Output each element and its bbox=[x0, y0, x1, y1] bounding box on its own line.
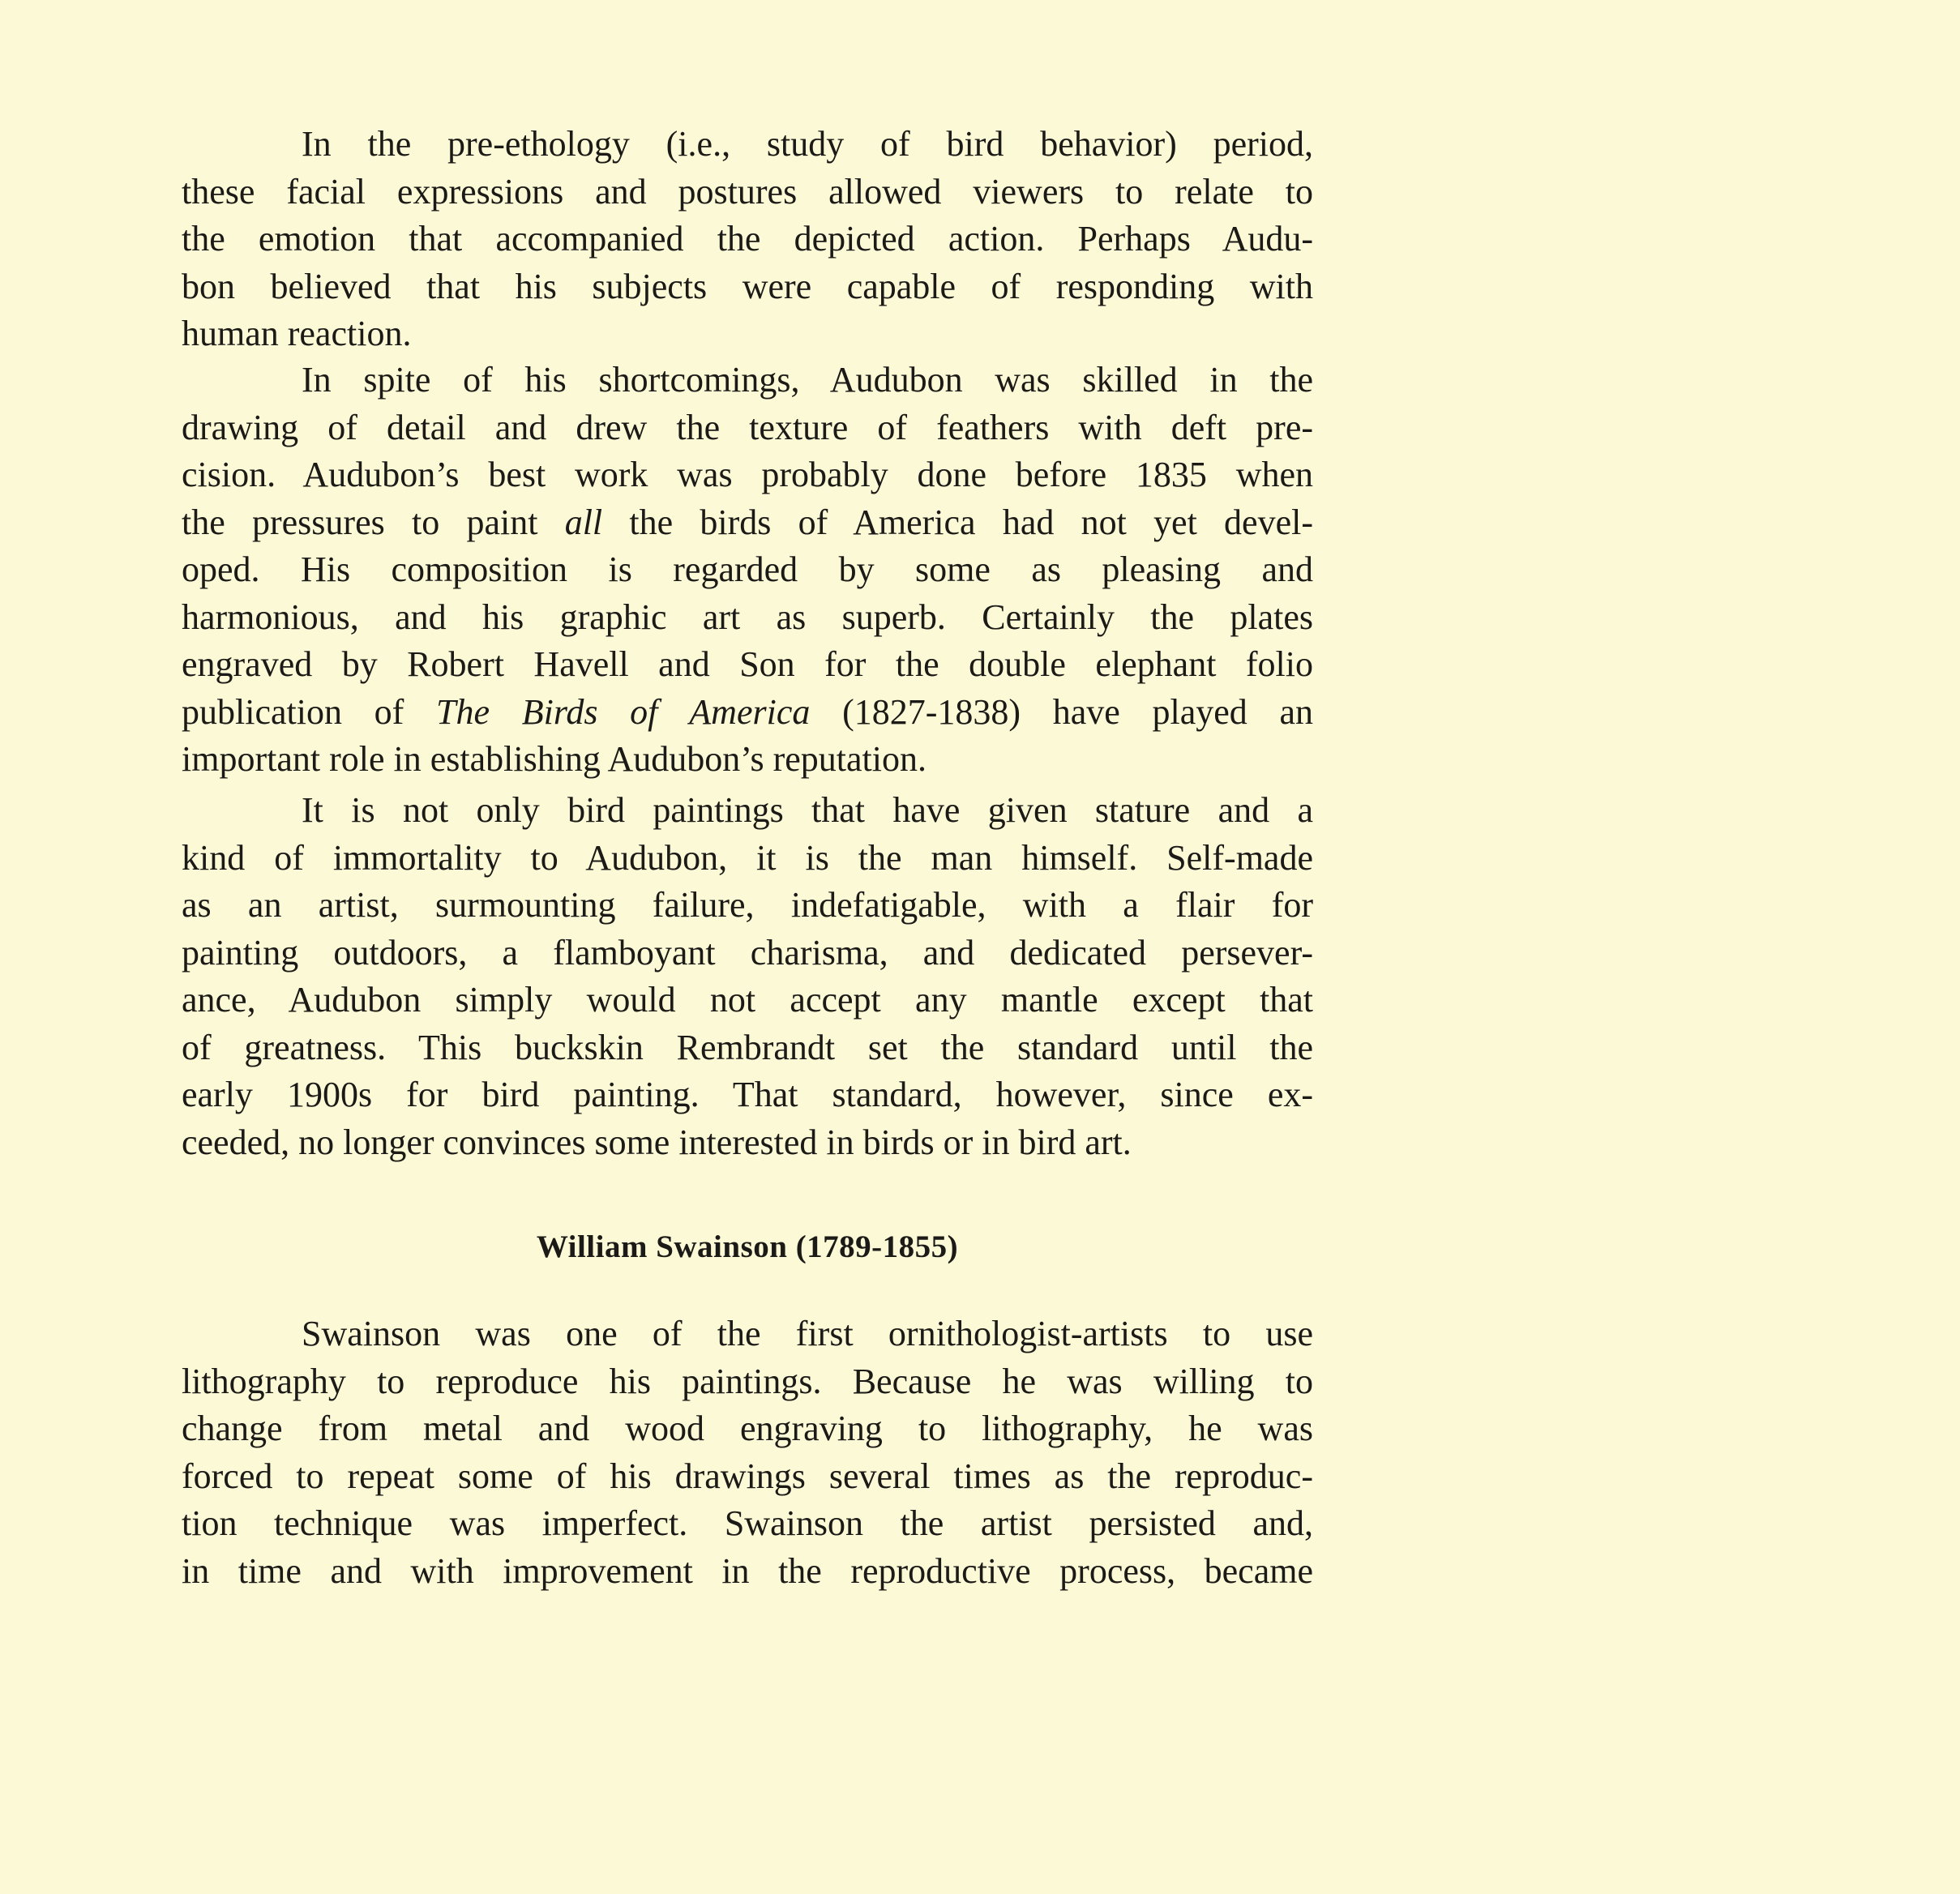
text-line: Swainson was one of the first ornithologist-artists to use bbox=[302, 1314, 1313, 1353]
text-segment: the birds of America had not yet devel- bbox=[602, 502, 1313, 542]
paragraph-shortcomings bbox=[182, 357, 1313, 784]
text-line: It is not only bird paintings that have given stature and a bbox=[302, 790, 1313, 830]
text-segment: the pressures to paint bbox=[182, 502, 565, 542]
emphasis-all: all bbox=[564, 502, 603, 542]
text-line bbox=[182, 689, 1313, 737]
text-line: In spite of his shortcomings, Audubon was skilled in the bbox=[302, 360, 1313, 400]
text-line: these facial expressions and postures allowed viewers to relate to bbox=[182, 171, 1313, 212]
text-line: oped. His composition is regarded by some as pleasing and bbox=[182, 549, 1313, 589]
text-line: lithography to reproduce his paintings. Because he was willing to bbox=[182, 1361, 1313, 1401]
paragraph-pre-ethology bbox=[182, 121, 1313, 358]
section-heading: William Swainson (1789-1855) bbox=[536, 1229, 959, 1264]
text-line bbox=[182, 499, 1313, 547]
text-line: painting outdoors, a flamboyant charisma, and dedicated persever- bbox=[182, 932, 1313, 973]
text-line: engraved by Robert Havell and Son for the double elephant folio bbox=[182, 644, 1313, 684]
paragraph-swainson bbox=[182, 1310, 1313, 1595]
text-line: ceeded, no longer convinces some interested in birds or in bird art. bbox=[182, 1122, 1132, 1162]
text-line: the emotion that accompanied the depicted action. Perhaps Audu- bbox=[182, 219, 1313, 259]
text-line: human reaction. bbox=[182, 314, 412, 353]
text-line: In the pre-ethology (i.e., study of bird behavior) period, bbox=[302, 124, 1313, 164]
text-line: important role in establishing Audubon’s reputation. bbox=[182, 739, 927, 779]
text-segment: publication of bbox=[182, 691, 437, 732]
text-line: as an artist, surmounting failure, indefatigable, with a flair for bbox=[182, 885, 1313, 925]
text-line: cision. Audubon’s best work was probably done before 1835 when bbox=[182, 455, 1313, 494]
text-line: of greatness. This buckskin Rembrandt set the standard until the bbox=[182, 1027, 1313, 1067]
text-line: kind of immortality to Audubon, it is the man himself. Self-made bbox=[182, 837, 1313, 878]
text-line: bon believed that his subjects were capable of responding with bbox=[182, 266, 1313, 306]
text-line: ance, Audubon simply would not accept any mantle except that bbox=[182, 980, 1313, 1020]
text-segment: (1827-1838) have played an bbox=[810, 691, 1314, 732]
text-line: change from metal and wood engraving to lithography, he was bbox=[182, 1409, 1313, 1448]
text-line: drawing of detail and drew the texture of feathers with deft pre- bbox=[182, 407, 1313, 447]
book-title-birds-of-america: The Birds of America bbox=[436, 691, 811, 732]
text-line: in time and with improvement in the reproductive process, became bbox=[182, 1550, 1313, 1591]
text-line: harmonious, and his graphic art as superb. Certainly the plates bbox=[182, 596, 1313, 637]
text-line: forced to repeat some of his drawings several times as the reproduc- bbox=[182, 1456, 1313, 1496]
text-line: early 1900s for bird painting. That standard, however, since ex- bbox=[182, 1075, 1313, 1114]
paragraph-man-himself bbox=[182, 787, 1313, 1166]
text-line: tion technique was imperfect. Swainson the artist persisted and, bbox=[182, 1503, 1313, 1543]
